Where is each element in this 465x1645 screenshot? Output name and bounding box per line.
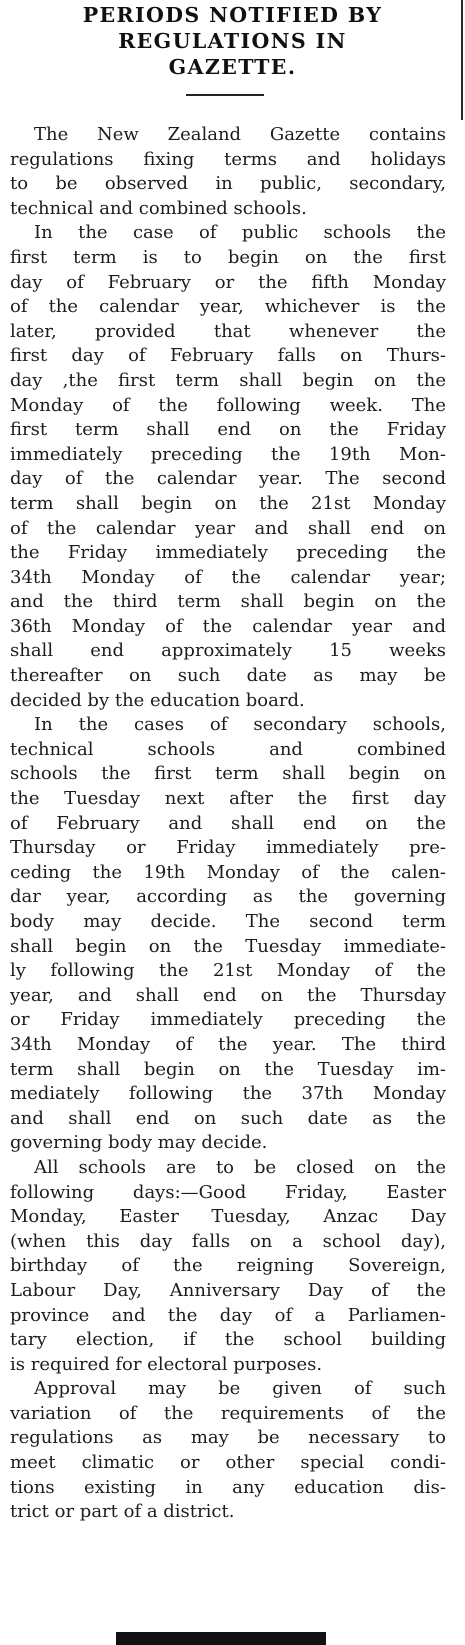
paragraph-2-line: first term shall end on the Friday [10, 419, 446, 441]
paragraph-2-line: first day of February falls on Thurs- [10, 345, 446, 367]
paragraph-2-line: day ,the first term shall begin on the [10, 369, 446, 391]
paragraph-5-line: meet climatic or other special condi- [10, 1452, 446, 1474]
paragraph-3-line: body may decide. The second term [10, 911, 446, 932]
paragraph-2-line: later, provided that whenever the [10, 320, 446, 342]
paragraph-4-line: (when this day falls on a school day), [10, 1230, 446, 1252]
headline-divider [186, 94, 264, 96]
paragraph-2-line: In the case of public schools the [34, 222, 446, 244]
article-body [10, 123, 446, 1525]
paragraph-2-line: 36th Monday of the calendar year and [10, 615, 446, 637]
headline-line-1: PERIODS NOTIFIED BY [82, 3, 383, 27]
paragraph-5-line: regulations as may be necessary to [10, 1427, 446, 1449]
paragraph-3-line: or Friday immediately preceding the [10, 1009, 446, 1031]
headline-line-3: GAZETTE. [168, 55, 297, 79]
paragraph-2-line: 34th Monday of the calendar year; [10, 566, 446, 588]
paragraph-2-line: immediately preceding the 19th Mon- [10, 443, 446, 465]
paragraph-3-line: of February and shall end on the [10, 812, 446, 834]
paragraph-3-line: governing body may decide. [10, 1132, 268, 1154]
paragraph-1-line: technical and combined schools. [10, 197, 307, 219]
paragraph-2-line: term shall begin on the 21st Monday [10, 492, 446, 514]
headline-line-2: REGULATIONS IN [118, 29, 347, 53]
paragraph-2-line: shall end approximately 15 weeks [10, 640, 446, 662]
paragraph-3-line: technical schools and combined [10, 738, 446, 760]
paragraph-4-line: Labour Day, Anniversary Day of the [10, 1279, 446, 1301]
paragraph-5-line: tions existing in any education dis- [10, 1476, 446, 1498]
paragraph-2-line: day of February or the fifth Monday [10, 271, 446, 293]
paragraph-3-line: the Tuesday next after the first day [10, 788, 446, 810]
paragraph-3-line: ceding the 19th Monday of the calen- [10, 861, 446, 883]
paragraph-2-line: first term is to begin on the first [10, 246, 446, 268]
paragraph-4-line: province and the day of a Parliamen- [10, 1304, 446, 1326]
paragraph-3-line: term shall begin on the Tuesday im- [10, 1058, 446, 1080]
paragraph-5-line: Approval may be given of such [34, 1378, 446, 1400]
paragraph-3-line: schools the first term shall begin on [10, 763, 446, 785]
paragraph-1-line: regulations fixing terms and holidays [10, 148, 446, 170]
paragraph-1-line: to be observed in public, secondary, [10, 173, 446, 195]
paragraph-5-line: trict or part of a district. [10, 1501, 235, 1523]
paragraph-2-line: the Friday immediately preceding the [10, 542, 446, 564]
paragraph-2-line: thereafter on such date as may be [10, 665, 446, 687]
paragraph-4-line: Monday, Easter Tuesday, Anzac Day [10, 1206, 446, 1228]
paragraph-2-line: decided by the education board. [10, 689, 305, 711]
paragraph-4-line: tary election, if the school building [10, 1329, 446, 1351]
paragraph-2-line: of the calendar year, whichever is the [10, 296, 446, 318]
paragraph-4-line: following days:—Good Friday, Easter [10, 1181, 446, 1203]
paragraph-3-line: dar year, according as the governing [10, 886, 446, 908]
paragraph-4-line: All schools are to be closed on the [34, 1156, 446, 1178]
paragraph-3-line: shall begin on the Tuesday immediate- [10, 935, 446, 957]
paragraph-5-line: variation of the requirements of the [10, 1402, 446, 1424]
paragraph-4-line: is required for electoral purposes. [10, 1353, 323, 1375]
paragraph-3-line: and shall end on such date as the [10, 1107, 446, 1129]
paragraph-2-line: day of the calendar year. The second [10, 468, 446, 490]
headline [0, 2, 465, 80]
paragraph-3-line: year, and shall end on the Thursday [10, 984, 446, 1006]
paragraph-3-line: mediately following the 37th Monday [10, 1083, 446, 1105]
paragraph-3-line: ly following the 21st Monday of the [10, 960, 446, 982]
paragraph-2-line: Monday of the following week. The [10, 394, 446, 416]
paragraph-2-line: and the third term shall begin on the [10, 591, 446, 613]
paragraph-3-line: 34th Monday of the year. The third [10, 1033, 446, 1055]
paragraph-2-line: of the calendar year and shall end on [10, 517, 446, 539]
paragraph-4-line: birthday of the reigning Sovereign, [10, 1255, 446, 1277]
paragraph-3-line: Thursday or Friday immediately pre- [10, 837, 446, 859]
paragraph-1-line: The New Zealand Gazette contains [34, 124, 446, 145]
end-rule [116, 1632, 326, 1645]
paragraph-3-line: In the cases of secondary schools, [34, 714, 446, 736]
